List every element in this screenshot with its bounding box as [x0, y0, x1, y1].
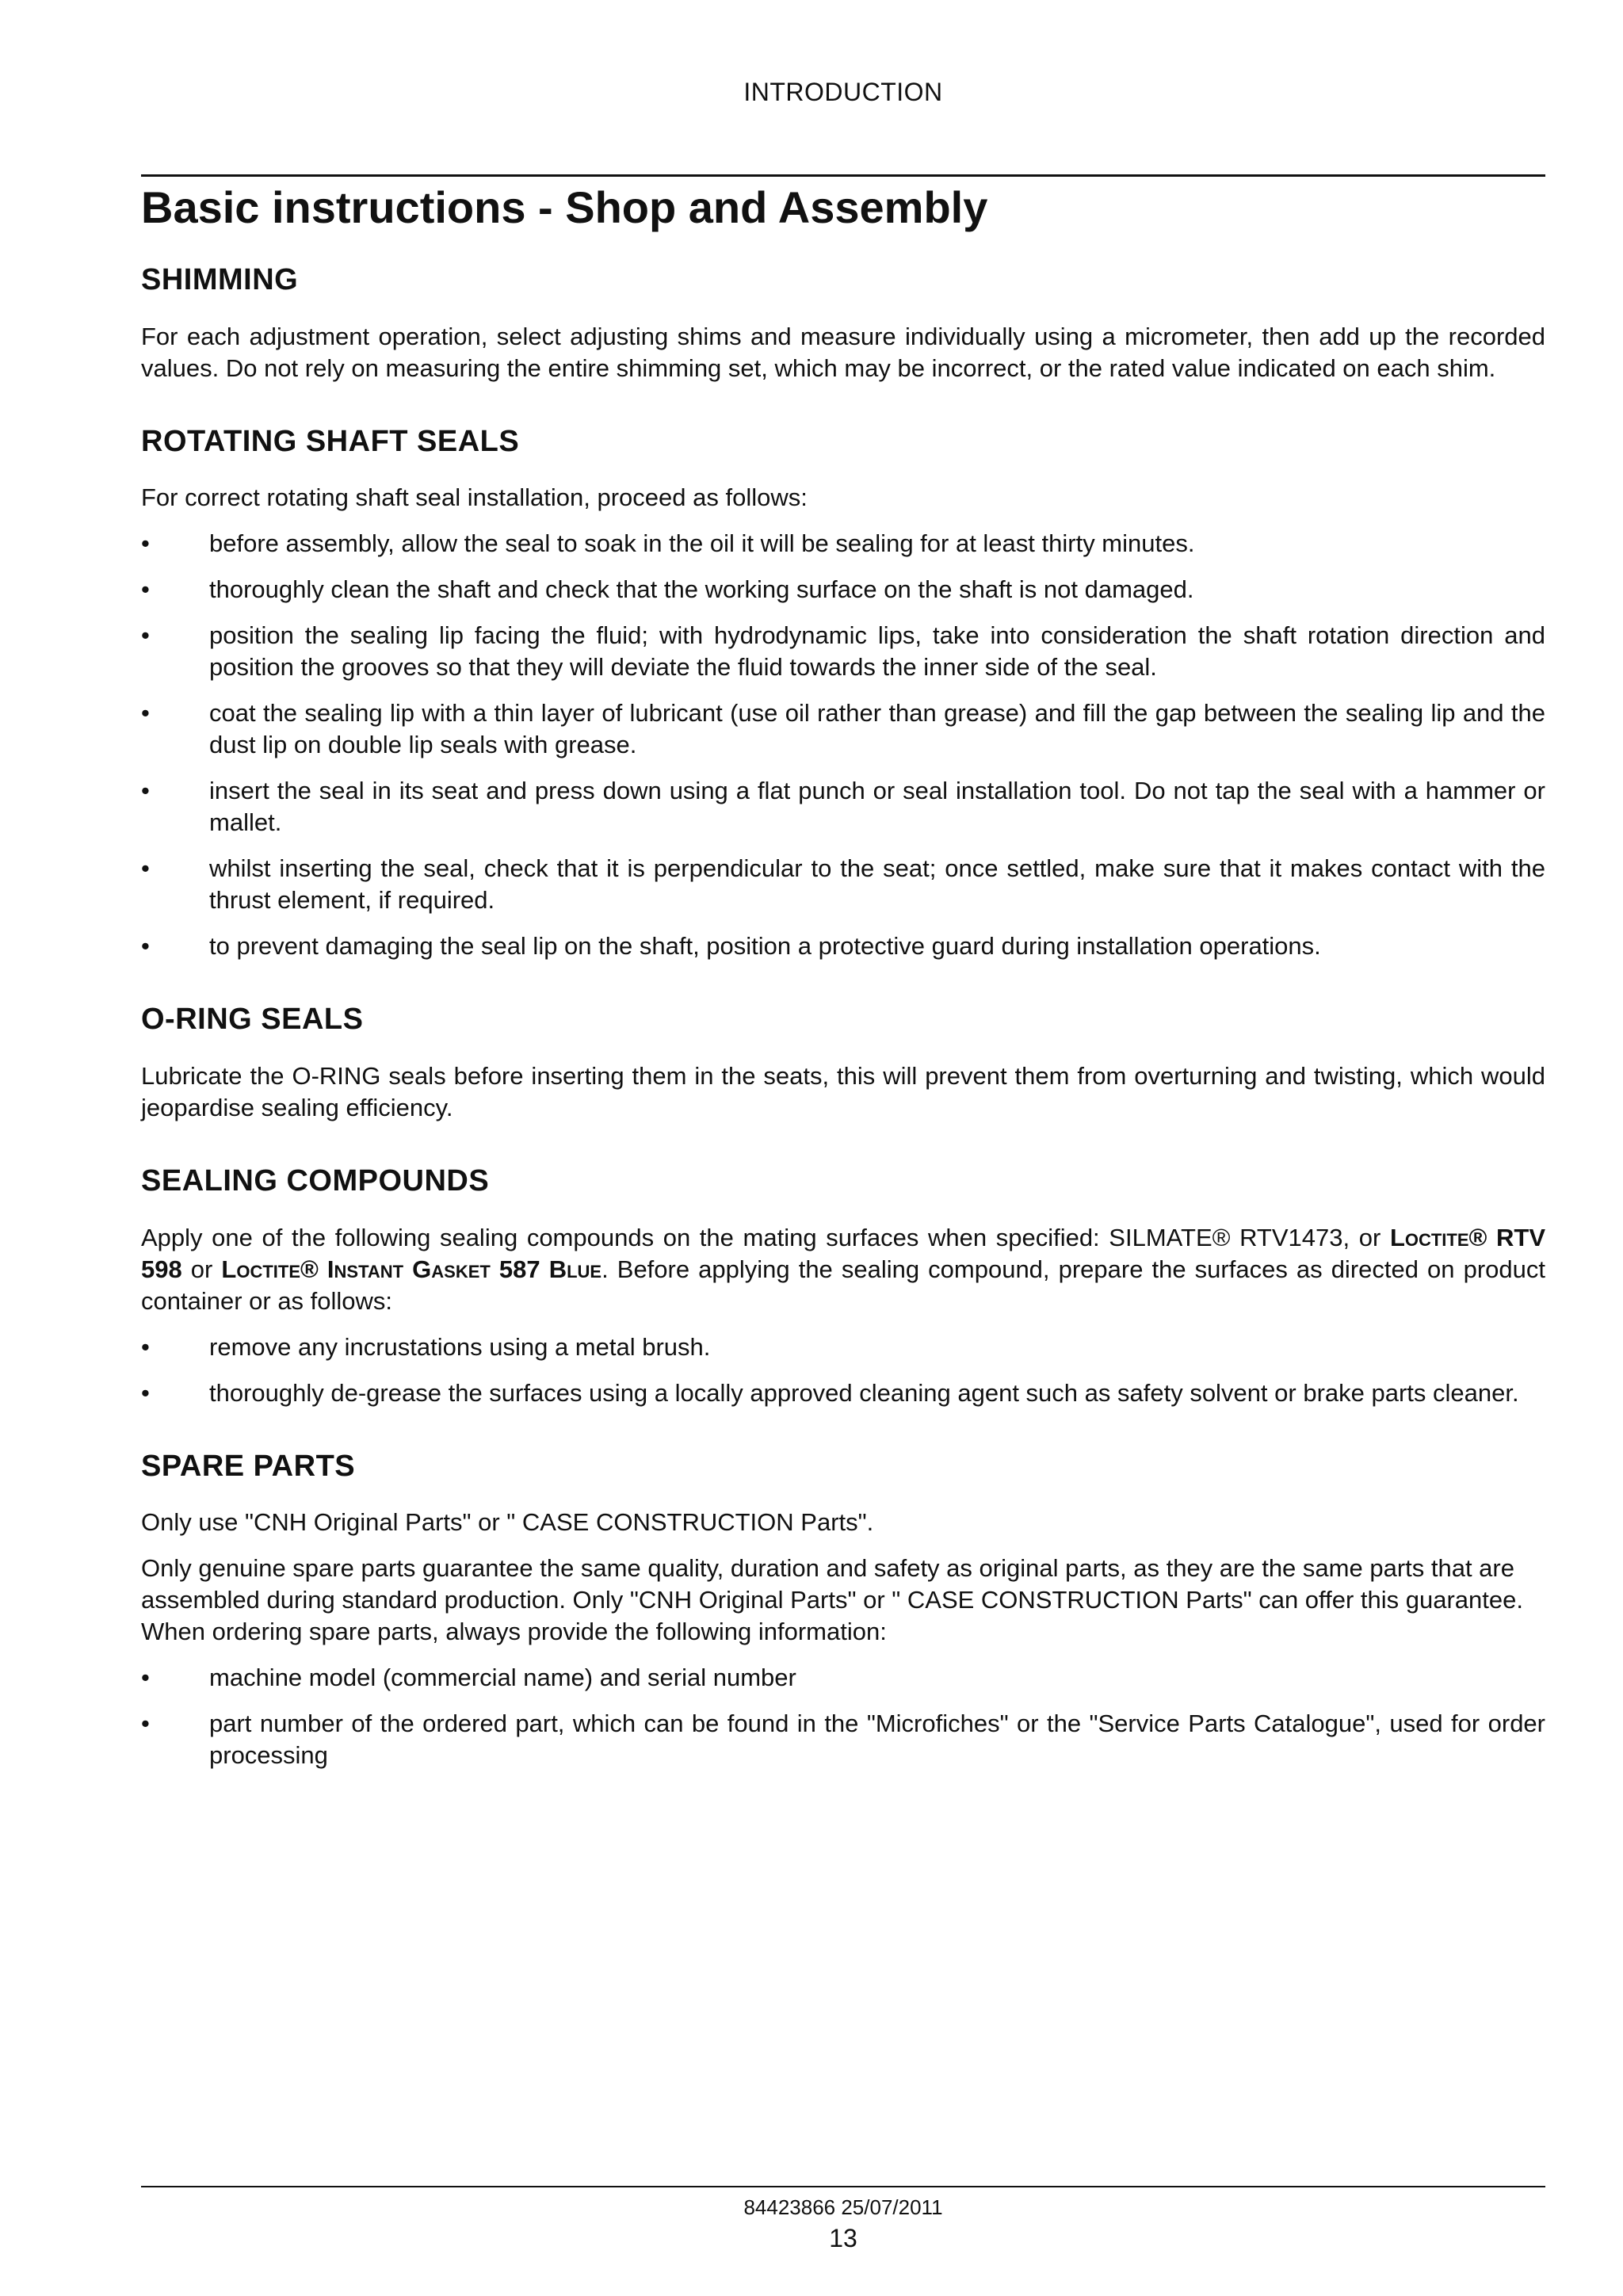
bullet-icon: • — [141, 699, 150, 728]
rotating-shaft-seals-list — [141, 528, 1545, 962]
spare-parts-body-1: Only use "CNH Original Parts" or " CASE CONSTRUCTION Parts". — [141, 1508, 874, 1537]
footer-document-code: 84423866 25/07/2011 — [743, 2195, 943, 2219]
bullet-icon: • — [141, 854, 150, 883]
bullet-icon: • — [141, 1664, 150, 1692]
list-item: • thoroughly de-grease the surfaces using a locally approved cleaning agent such as safety solvent or brake parts cleaner. — [141, 1377, 1545, 1409]
section-o-ring-seals — [141, 1002, 1545, 1124]
bullet-icon: • — [141, 932, 150, 961]
product-name: Loctite® RTV 598 — [141, 1223, 1546, 1283]
bullet-icon: • — [141, 575, 150, 604]
bullet-icon: • — [141, 777, 150, 805]
list-item: • position the sealing lip facing the fluid; with hydrodynamic lips, take into consideration the shaft rotation direction and position the grooves so that they will deviate the fluid towards the inner side of the seal. — [141, 621, 1545, 682]
shimming-body: For each adjustment operation, select adjusting shims and measure individually using a micrometer, then add up the recorded values. Do not rely on measuring the entire shimming set, which may be incorrect, or the rated value indicated on each shim. — [141, 322, 1545, 382]
list-item: • before assembly, allow the seal to soak in the oil it will be sealing for at least thirty minutes. — [141, 528, 1545, 560]
section-heading-sealing-compounds: SEALING COMPOUNDS — [141, 1163, 490, 1198]
footer-rule — [141, 2186, 1545, 2187]
spare-parts-list — [141, 1662, 1545, 1771]
spare-parts-body-3: When ordering spare parts, always provide the following information: — [141, 1618, 887, 1646]
list-item: • machine model (commercial name) and serial number — [141, 1662, 1545, 1694]
section-shimming — [141, 262, 1545, 384]
rotating-shaft-seals-intro: For correct rotating shaft seal installation, proceed as follows: — [141, 483, 808, 512]
section-rotating-shaft-seals — [141, 424, 1545, 963]
list-item: • to prevent damaging the seal lip on the shaft, position a protective guard during installation operations. — [141, 930, 1545, 962]
page-content — [141, 181, 1545, 1811]
page-title: Basic instructions - Shop and Assembly — [141, 182, 988, 232]
section-sealing-compounds — [141, 1163, 1545, 1409]
o-ring-seals-body: Lubricate the O-RING seals before inserting them in the seats, this will prevent them from overturning and twisting, which would jeopardise sealing efficiency. — [141, 1061, 1545, 1121]
running-header: INTRODUCTION — [743, 78, 943, 106]
page-number: 13 — [829, 2224, 857, 2252]
section-heading-spare-parts: SPARE PARTS — [141, 1449, 356, 1483]
section-heading-rotating-shaft-seals: ROTATING SHAFT SEALS — [141, 424, 520, 458]
bullet-icon: • — [141, 1378, 150, 1407]
section-heading-shimming: SHIMMING — [141, 263, 299, 297]
list-item: • coat the sealing lip with a thin layer of lubricant (use oil rather than grease) and fill the gap between the sealing lip and the dust lip on double lip seals with grease. — [141, 699, 1545, 759]
spare-parts-body-2: Only genuine spare parts guarantee the same quality, duration and safety as original parts, as they are the same parts that are assembled during standard production. Only "CNH Original Parts" or " CASE CONSTRUCTION Parts" can offer this guarantee. — [141, 1554, 1523, 1614]
sealing-compounds-intro: Apply one of the following sealing compounds on the mating surfaces when specified: SILMATE® RTV1473, or Loctite® RTV 598 or Loctite® Instant Gasket 587 Blue. Before applying the sealing compound, prepare the surfaces as directed on product container or as follows: — [141, 1223, 1546, 1315]
list-item: • part number of the ordered part, which can be found in the "Microfiches" or the "Service Parts Catalogue", used for order processing — [141, 1710, 1545, 1770]
section-heading-o-ring-seals: O-RING SEALS — [141, 1003, 364, 1037]
header-rule — [141, 174, 1545, 177]
list-item: • remove any incrustations using a metal brush. — [141, 1331, 1545, 1363]
product-name: Loctite® Instant Gasket 587 Blue — [221, 1255, 602, 1283]
bullet-icon: • — [141, 1710, 150, 1738]
bullet-icon: • — [141, 529, 150, 558]
bullet-icon: • — [141, 621, 150, 650]
bullet-icon: • — [141, 1332, 150, 1361]
section-spare-parts — [141, 1449, 1545, 1772]
list-item: • whilst inserting the seal, check that it is perpendicular to the seat; once settled, make sure that it makes contact with the thrust element, if required. — [141, 854, 1545, 915]
document-page — [141, 0, 1545, 2296]
list-item: • thoroughly clean the shaft and check that the working surface on the shaft is not damaged. — [141, 574, 1545, 606]
sealing-compounds-list — [141, 1331, 1545, 1409]
list-item: • insert the seal in its seat and press down using a flat punch or seal installation tool. Do not tap the seal with a hammer or mallet. — [141, 777, 1545, 837]
